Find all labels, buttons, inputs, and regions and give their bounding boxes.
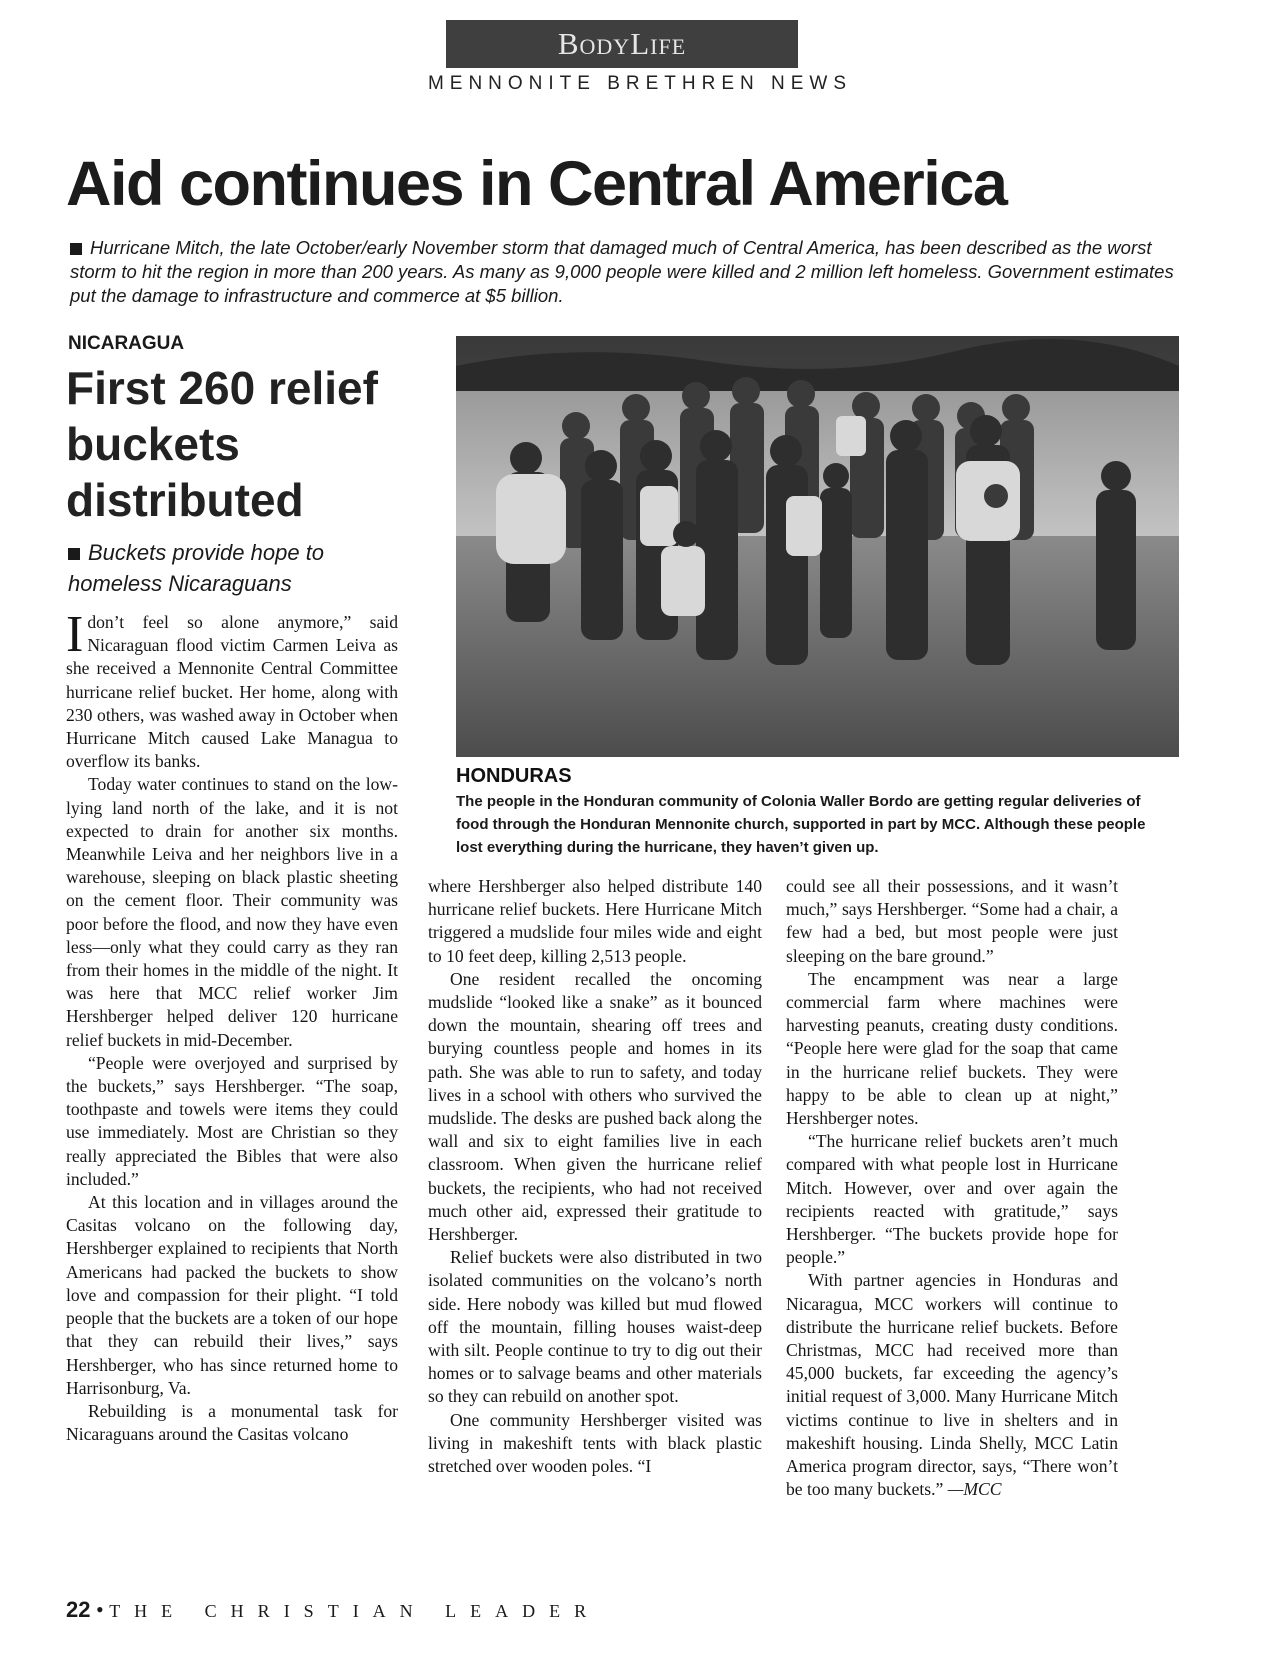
paragraph: could see all their possessions, and it wasn’t much,” says Hershberger. “Some had a chair, a few had a bed, but most people were just sleeping on the bare ground.” — [786, 876, 1118, 966]
paragraph: Idon’t feel so alone anymore,” said Nicaraguan flood victim Carmen Leiva as she received a Mennonite Central Committee hurricane relief bucket. Her home, along with 230 others, was washed away in October when Hurricane Mitch caused Lake Managua to overflow its banks. — [66, 606, 398, 772]
footer-separator: • — [95, 1597, 104, 1622]
page-headline: Aid continues in Central America — [66, 149, 1007, 219]
masthead-banner — [446, 20, 798, 68]
story-deck-text: Buckets provide hope to homeless Nicaraguans — [68, 540, 325, 596]
paragraph: Rebuilding is a monumental task for Nicaraguans around the Casitas volcano — [66, 1400, 398, 1445]
drop-cap: I — [66, 606, 84, 663]
paragraph: Relief buckets were also distributed in two isolated communities on the volcano’s north side. Here nobody was killed but mud flowed off the mountain, filling houses waist-deep with silt. People continue to try to dig out their homes or to salvage beams and other materials so they can rebuild on another spot. — [428, 1247, 762, 1407]
photo-caption-title: HONDURAS — [456, 765, 572, 787]
paragraph: where Hershberger also helped distribute 140 hurricane relief buckets. Here Hurricane Mitch triggered a mudslide four miles wide and eight to 10 feet deep, killing 2,513 people. — [428, 876, 762, 966]
story-kicker: NICARAGUA — [68, 333, 185, 354]
paragraph: One community Hershberger visited was living in makeshift tents with black plastic stretched over wooden poles. “I — [428, 1409, 762, 1477]
photo-caption: The people in the Honduran community of Colonia Waller Bordo are getting regular deliveries of food through the Honduran Mennonite church, supported in part by MCC. Although these people lost everything during the hurricane, they haven’t given up. — [456, 793, 1146, 856]
paragraph: At this location and in villages around the Casitas volcano on the following day, Hershberger explained to recipients that North Americans had packed the buckets to show love and compassion for their plight. “I told people that the buckets are a token of our hope that they can rebuild their lives,” says Hershberger, who has since returned home to Harrisonburg, Va. — [66, 1192, 398, 1398]
publication-name: THE CHRISTIAN LEADER — [109, 1601, 601, 1621]
article-column-3 — [786, 875, 1118, 1501]
article-column-1 — [66, 606, 398, 1446]
bullet-square-icon — [70, 243, 82, 255]
masthead-subtitle: MENNONITE BRETHREN NEWS — [427, 73, 853, 94]
group-photo-image — [456, 336, 1179, 757]
bullet-square-icon — [68, 548, 80, 560]
story-deck — [68, 537, 418, 599]
masthead-title: BodyLife — [557, 26, 687, 61]
paragraph: One resident recalled the oncoming mudslide “looked like a snake” as it bounced down the mountain, shearing off trees and burying countless people and homes in its path. She was able to run to safety, and today lives in a school with others who survived the mudslide. The desks are pushed back along the wall and six to eight families live in each classroom. When given the hurricane relief buckets, the recipients, who had not received much other aid, expressed their gratitude to Hershberger. — [428, 968, 762, 1245]
page-number: 22 — [66, 1597, 91, 1622]
intro-paragraph — [70, 236, 1180, 308]
paragraph: “People were overjoyed and surprised by the buckets,” says Hershberger. “The soap, toothpaste and towels were items they could use immediately. Most are Christian so they really appreciated the Bibles that were also included.” — [66, 1052, 398, 1189]
story-title: First 260 relief buckets distributed — [66, 362, 378, 526]
signoff: —MCC — [947, 1479, 1002, 1500]
paragraph: With partner agencies in Honduras and Nicaragua, MCC workers will continue to distribute the hurricane relief buckets. Before Christmas, MCC had received more than 45,000 buckets, far exceeding the agency’s initial request of 3,000. Many Hurricane Mitch victims continue to live in shelters and in makeshift housing. Linda Shelly, MCC Latin America program director, says, “There won’t be too many buckets.” —MCC — [786, 1270, 1118, 1500]
intro-text: Hurricane Mitch, the late October/early November storm that damaged much of Central America, has been described as the worst storm to hit the region in more than 200 years. As many as 9,000 people were killed and 2 million left homeless. Government estimates put the damage to infrastructure and commerce at $5 billion. — [70, 237, 1174, 306]
paragraph: Today water continues to stand on the low-lying land north of the lake, and it is not expected to drain for another six months. Meanwhile Leiva and her neighbors live in a warehouse, sleeping on black plastic sheeting on the cement floor. Their community was poor before the flood, and now they have even less—only what they could carry as they ran from their homes in the middle of the night. It was here that MCC relief worker Jim Hershberger helped deliver 120 hurricane relief buckets in mid-December. — [66, 774, 398, 1050]
paragraph: “The hurricane relief buckets aren’t much compared with what people lost in Hurricane Mitch. However, over and over again the recipients reacted with gratitude,” says Hershberger. “The buckets provide hope for people.” — [786, 1131, 1118, 1268]
paragraph: The encampment was near a large commercial farm where machines were harvesting peanuts, creating dusty conditions. “People here were glad for the soap that came in the hurricane relief buckets. They were happy to be able to clean up at night,” Hershberger notes. — [786, 968, 1118, 1129]
article-column-2 — [428, 875, 762, 1478]
honduras-community-photo — [456, 336, 1179, 757]
page-footer — [66, 1597, 600, 1623]
